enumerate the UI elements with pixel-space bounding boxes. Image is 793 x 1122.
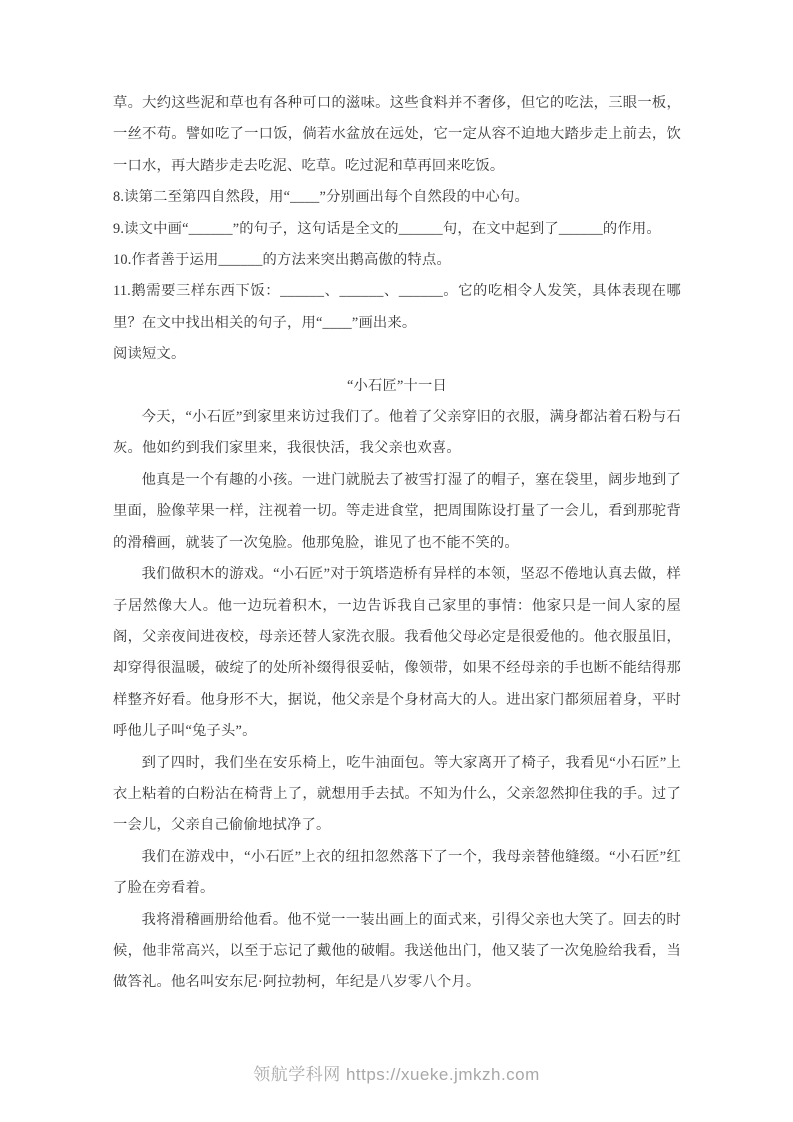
story-paragraph-5: 我们在游戏中，“小石匠”上衣的纽扣忽然落下了一个，我母亲替他缝缀。“小石匠”红了脸在旁看着。 (113, 848, 681, 897)
story-paragraph-2: 他真是一个有趣的小孩。一进门就脱去了被雪打湿了的帽子，塞在袋里，阔步地到了里面，脸像苹果一样，注视着一切。等走进食堂，把周围陈设打量了一会儿，看到那驼背的滑稽画，就装了一次兔脸。他那兔脸，谁见了也不能不笑的。 (113, 471, 681, 551)
document-content (113, 88, 681, 999)
site-url: https://xueke.jmkzh.com (345, 1065, 540, 1084)
story-paragraph-1: 今天，“小石匠”到家里来访过我们了。他着了父亲穿旧的衣服，满身都沾着石粉与石灰。他如约到我们家里来，我很快活，我父亲也欢喜。 (113, 409, 681, 457)
story-paragraph-6: 我将滑稽画册给他看。他不觉一一装出画上的面式来，引得父亲也大笑了。回去的时候，他非常高兴，以至于忘记了戴他的破帽。我送他出门，他又装了一次兔脸给我看，当做答礼。他名叫安东尼·阿拉勃柯，年纪是八岁零八个月。 (113, 911, 681, 991)
question-9: 9.读文中画“______”的句子，这句话是全文的______句，在文中起到了______的作用。 (113, 220, 661, 237)
story-title: “小石匠”十一日 (346, 377, 448, 394)
site-name: 领航学科网 (253, 1065, 341, 1084)
story-paragraph-3: 我们做积木的游戏。“小石匠”对于筑塔造桥有异样的本领，坚忍不倦地认真去做，样子居然像大人。他一边玩着积木，一边告诉我自己家里的事情：他家只是一间人家的屋阁，父亲夜间进夜校，母亲还替人家洗衣服。我看他父母必定是很爱他的。他衣服虽旧，却穿得很温暖，破绽了的处所补缀得很妥帖，像领带，如果不经母亲的手也断不能结得那样整齐好看。他身形不大，据说，他父亲是个身材高大的人。进出家门都须屈着身，平时呼他儿子叫“兔子头”。 (113, 566, 681, 740)
footer-watermark (0, 1060, 793, 1085)
question-10: 10.作者善于运用______的方法来突出鹅高傲的特点。 (113, 252, 452, 269)
story-paragraph-4: 到了四时，我们坐在安乐椅上，吃牛油面包。等大家离开了椅子，我看见“小石匠”上衣上粘着的白粉沾在椅背上了，就想用手去拭。不知为什么，父亲忽然抑住我的手。过了一会儿，父亲自己偷偷地拭净了。 (113, 754, 681, 834)
reading-instruction: 阅读短文。 (113, 346, 186, 363)
passage-continuation: 草。大约这些泥和草也有各种可口的滋味。这些食料并不奢侈，但它的吃法，三眼一板，一丝不苟。譬如吃了一口饭，倘若水盆放在远处，它一定从容不迫地大踏步走上前去，饮一口水，再大踏步走去吃泥、吃草。吃过泥和草再回来吃饭。 (113, 95, 681, 174)
question-11: 11.鹅需要三样东西下饭：______、______、______。它的吃相令人发笑，具体表现在哪里？在文中找出相关的句子，用“____”画出来。 (113, 283, 681, 331)
question-8: 8.读第二至第四自然段，用“____”分别画出每个自然段的中心句。 (113, 189, 530, 206)
